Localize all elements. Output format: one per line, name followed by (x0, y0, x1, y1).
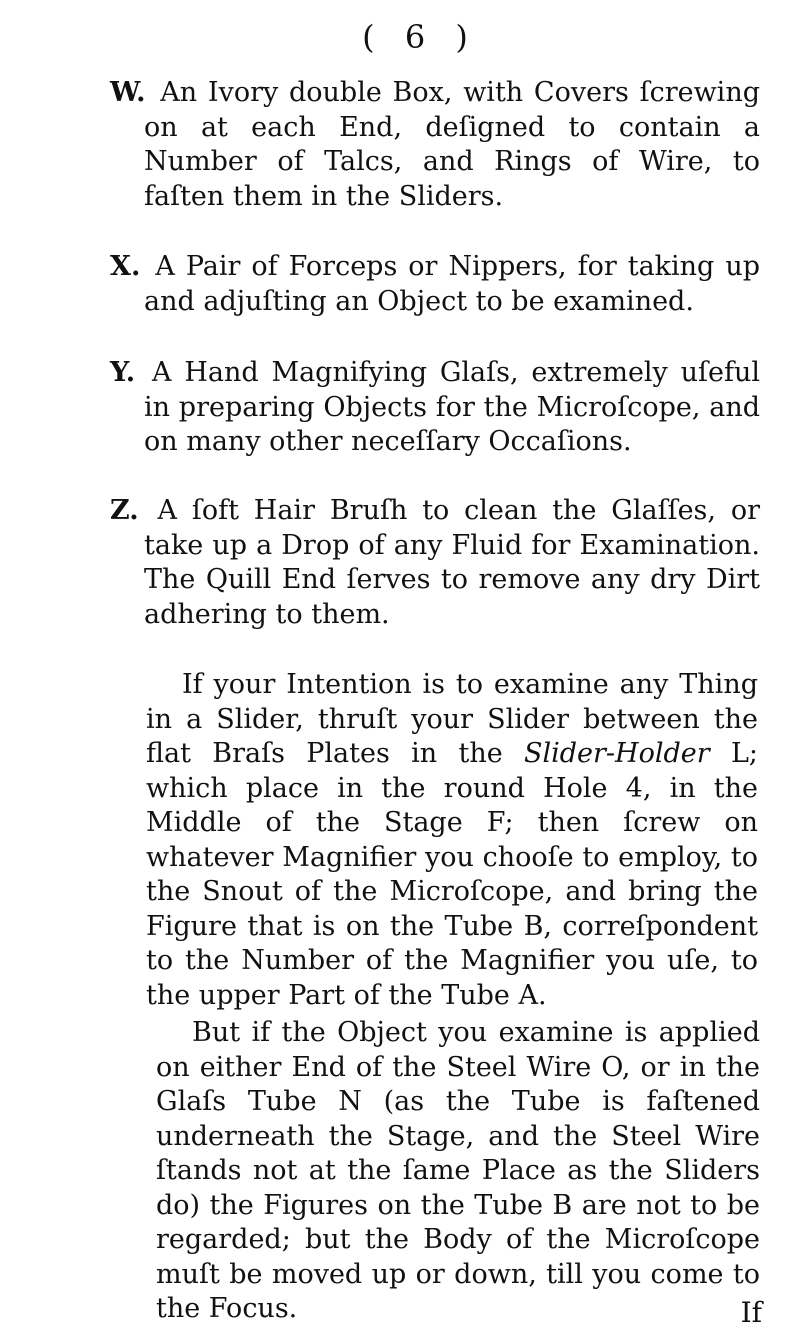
entry-letter: Z. (110, 495, 139, 526)
paragraph-steel-wire-instructions: But if the Object you examine is applied on either End of the Steel Wire O, or in the Glaſs Tube N (as the Tube is faſtened underneath the Stage, and the Steel Wire ſtands not at the ſame Place as the Sliders do) the Figures on the Tube B are not to be regarded; but the Body of the Microſcope muſt be moved up or down, till you come to the Focus. (156, 1017, 760, 1324)
paragraph-text-end: L; which place in the round Hole 4, in the Middle of the Stage F; then ſcrew on whatever Magnifier you chooſe to employ, to the Snout of the Microſcope, and bring the Figure that is on the Tube B, correſpondent to the Number of the Magnifier you uſe, to the upper Part of the Tube A. (146, 738, 759, 1011)
page-number: ( 6 ) (362, 18, 478, 56)
paragraph-text-start: If your Intention is to examine any Thing in a Slider, thruſt your Slider between the flat Braſs Plates in the (146, 669, 758, 769)
entry-y (110, 356, 760, 460)
entry-text: A Hand Magnifying Glaſs, extremely uſeful in preparing Objects for the Microſcope, and on many other neceſſary Occaſions. (144, 357, 760, 457)
catchword: If (740, 1296, 762, 1329)
entry-z (110, 494, 760, 632)
entry-letter: Y. (110, 357, 136, 388)
entry-text: A ſoft Hair Bruſh to clean the Glaſſes, or take up a Drop of any Fluid for Examination. The Quill End ſerves to remove any dry Dirt adhering to them. (144, 495, 760, 630)
slider-holder-term: Slider-Holder (524, 738, 710, 769)
entry-text: An Ivory double Box, with Covers ſcrewing on at each End, deſigned to contain a Number of Talcs, and Rings of Wire, to faſten them in the Sliders. (144, 77, 760, 212)
entry-letter: X. (110, 251, 141, 282)
entry-w (110, 76, 760, 214)
paragraph-slider-instructions (146, 668, 758, 1013)
entry-letter: W. (110, 77, 146, 108)
entry-text: A Pair of Forceps or Nippers, for taking up and adjuſting an Object to be examined. (144, 251, 760, 317)
entry-x (110, 250, 760, 319)
